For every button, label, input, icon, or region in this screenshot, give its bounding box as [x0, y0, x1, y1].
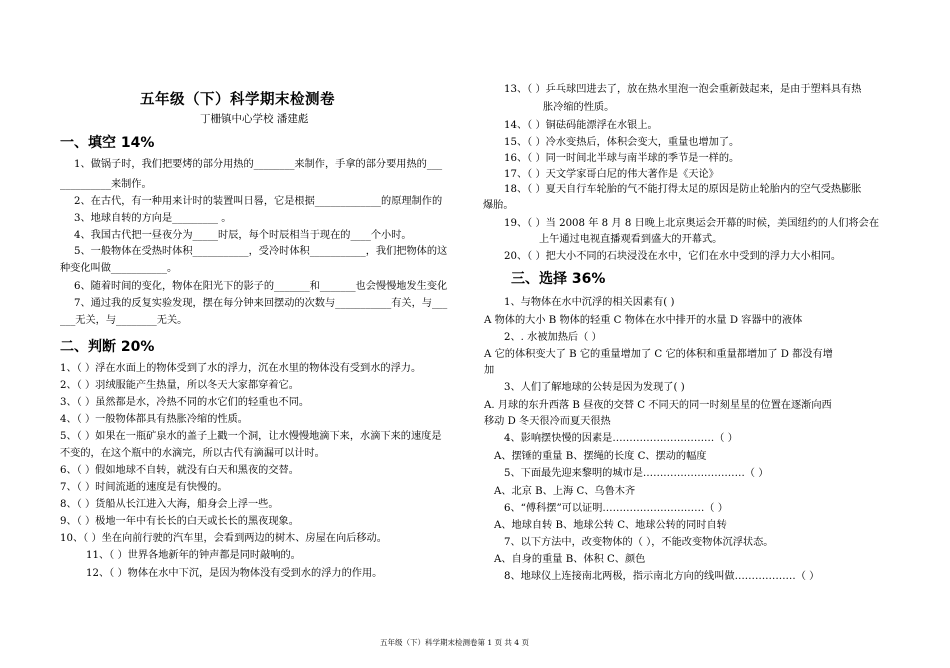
- judge-item: 7、（ ）时间流逝的速度是有快慢的。: [60, 482, 228, 493]
- choice-item: 4、影响摆快慢的因素是…………………………（ ）: [504, 433, 738, 444]
- exam-subtitle: 丁栅镇中心学校 潘建彪: [200, 113, 309, 125]
- fill-line: __________来制作。: [60, 179, 152, 190]
- judge-item: 4、（ ）一般物体都具有热胀冷缩的性质。: [60, 414, 248, 425]
- choice-item: 6、“傅科摆”可以证明…………………………（ ）: [504, 503, 728, 514]
- judge-item: 12、（ ）物体在水中下沉，是因为物体没有受到水的浮力的作用。: [86, 568, 383, 579]
- choice-option: 加: [484, 365, 495, 376]
- judge-item: 16、（ ）同一时间北半球与南半球的季节是一样的。: [504, 153, 740, 164]
- judge-item: 20、（ ）把大小不同的石块浸没在水中，它们在水中受到的浮力大小相同。: [504, 251, 842, 262]
- judge-item: 2、（ ）羽绒服能产生热量，所以冬天大家都穿着它。: [60, 380, 299, 391]
- choice-option: A、自身的重量 B、体积 C、颜色: [494, 554, 646, 565]
- section-fill-heading: 一、填空 14%: [60, 135, 155, 151]
- judge-item: 1、（ ）浮在水面上的物体受到了水的浮力，沉在水里的物体没有受到水的浮力。: [60, 363, 422, 374]
- judge-item: 11、（ ）世界各地新年的钟声都是同时敲响的。: [86, 550, 301, 561]
- judge-item: 13、（ ）乒乓球凹进去了，放在热水里泡一泡会重新鼓起来，是由于塑料具有热: [504, 84, 862, 95]
- choice-option: A、摆锤的重量 B、摆绳的长度 C、摆动的幅度: [494, 451, 707, 462]
- judge-item: 8、（ ）货船从长江进入大海，船身会上浮一些。: [60, 499, 279, 510]
- judge-item: 6、（ ）假如地球不自转，就没有白天和黑夜的交替。: [60, 465, 299, 476]
- choice-item: 3、人们了解地球的公转是因为发现了( ): [504, 382, 685, 393]
- judge-item: 5、（ ）如果在一瓶矿泉水的盖子上戳一个洞，让水慢慢地滴下来，水滴下来的速度是: [60, 431, 442, 442]
- choice-option: A、地球自转 B、地球公转 C、地球公转的同时自转: [494, 520, 727, 531]
- choice-item: 2、. 水被加热后（ ）: [504, 332, 602, 343]
- fill-line: 6、随着时间的变化，物体在阳光下的影子的_______和_______也会慢慢地发生变化: [74, 281, 448, 292]
- judge-item: 胀冷缩的性质。: [543, 102, 615, 113]
- choice-option: 移动 D 冬天很冷而夏天很热: [484, 416, 611, 427]
- judge-item: 9、（ ）极地一年中有长长的白天或长长的黑夜现象。: [60, 516, 299, 527]
- choice-item: 7、以下方法中，改变物体的（ ），不能改变物体沉浮状态。: [504, 537, 774, 548]
- exam-title: 五年级（下）科学期末检测卷: [140, 92, 335, 108]
- fill-line: 4、我国古代把一昼夜分为_____时辰，每个时辰相当于现在的____个小时。: [74, 230, 412, 241]
- section-judge-heading: 二、判断 20%: [60, 339, 155, 355]
- fill-line: ___无关，与________无关。: [60, 315, 188, 326]
- section-choice-heading: 三、选择 36%: [511, 271, 606, 287]
- fill-line: 1、做锅子时，我们把要烤的部分用热的________来制作，手拿的部分要用热的___: [74, 159, 443, 170]
- fill-line: 5、一般物体在受热时体积___________，受冷时体积___________，我们把物体的这: [74, 246, 448, 257]
- judge-item: 上午通过电视直播观看到盛大的开幕式。: [539, 234, 723, 245]
- choice-option: A、北京 B、上海 C、乌鲁木齐: [494, 486, 636, 497]
- judge-item: 14、（ ）铜砝码能漂浮在水银上。: [504, 120, 658, 131]
- judge-item: 15、（ ）冷水变热后，体积会变大，重量也增加了。: [504, 137, 740, 148]
- choice-item: 1、与物体在水中沉浮的相关因素有( ): [504, 297, 675, 308]
- judge-item: 爆胎。: [483, 200, 514, 211]
- fill-line: 2、在古代，有一种用来计时的装置叫日晷，它是根据_____________的原理制作的: [74, 196, 443, 207]
- choice-item: 5、下面最先迎来黎明的城市是…………………………（ ）: [504, 468, 769, 479]
- fill-line: 7、通过我的反复实验发现，摆在每分钟来回摆动的次数与___________有关，与___: [74, 298, 448, 309]
- judge-item: 10、（ ）坐在向前行驶的汽车里，会看到两边的树木、房屋在向后移动。: [60, 533, 387, 544]
- judge-item: 19、（ ）当 2008 年 8 月 8 日晚上北京奥运会开幕的时候，美国纽约的人们将会在: [504, 218, 880, 229]
- judge-item: 3、（ ）虽然都是水，冷热不同的水它们的轻重也不同。: [60, 397, 310, 408]
- page-footer: 五年级（下）科学期末检测卷第 1 页 共 4 页: [380, 638, 529, 647]
- choice-option: A 物体的大小 B 物体的轻重 C 物体在水中排开的水量 D 容器中的液体: [484, 315, 803, 326]
- choice-option: A 它的体积变大了 B 它的重量增加了 C 它的体积和重量都增加了 D 都没有增: [484, 349, 833, 360]
- fill-line: 种变化叫做___________。: [60, 263, 178, 274]
- choice-item: 8、地球仪上连接南北两极，指示南北方向的线叫做………………（ ）: [504, 571, 820, 582]
- choice-option: A. 月球的东升西落 B 昼夜的交替 C 不同天的同一时刻星星的位置在逐渐向西: [484, 400, 832, 411]
- judge-item: 17、（ ）天文学家哥白尼的伟大著作是《天论》: [504, 169, 719, 180]
- fill-line: 3、地球自转的方向是_________ 。: [74, 213, 232, 224]
- judge-item: 18、（ ）夏天自行车轮胎的气不能打得太足的原因是防止轮胎内的空气受热膨胀: [504, 184, 862, 195]
- judge-item: 不变的，在这个瓶中的水滴完，所以古代有滴漏可以计时。: [60, 448, 325, 459]
